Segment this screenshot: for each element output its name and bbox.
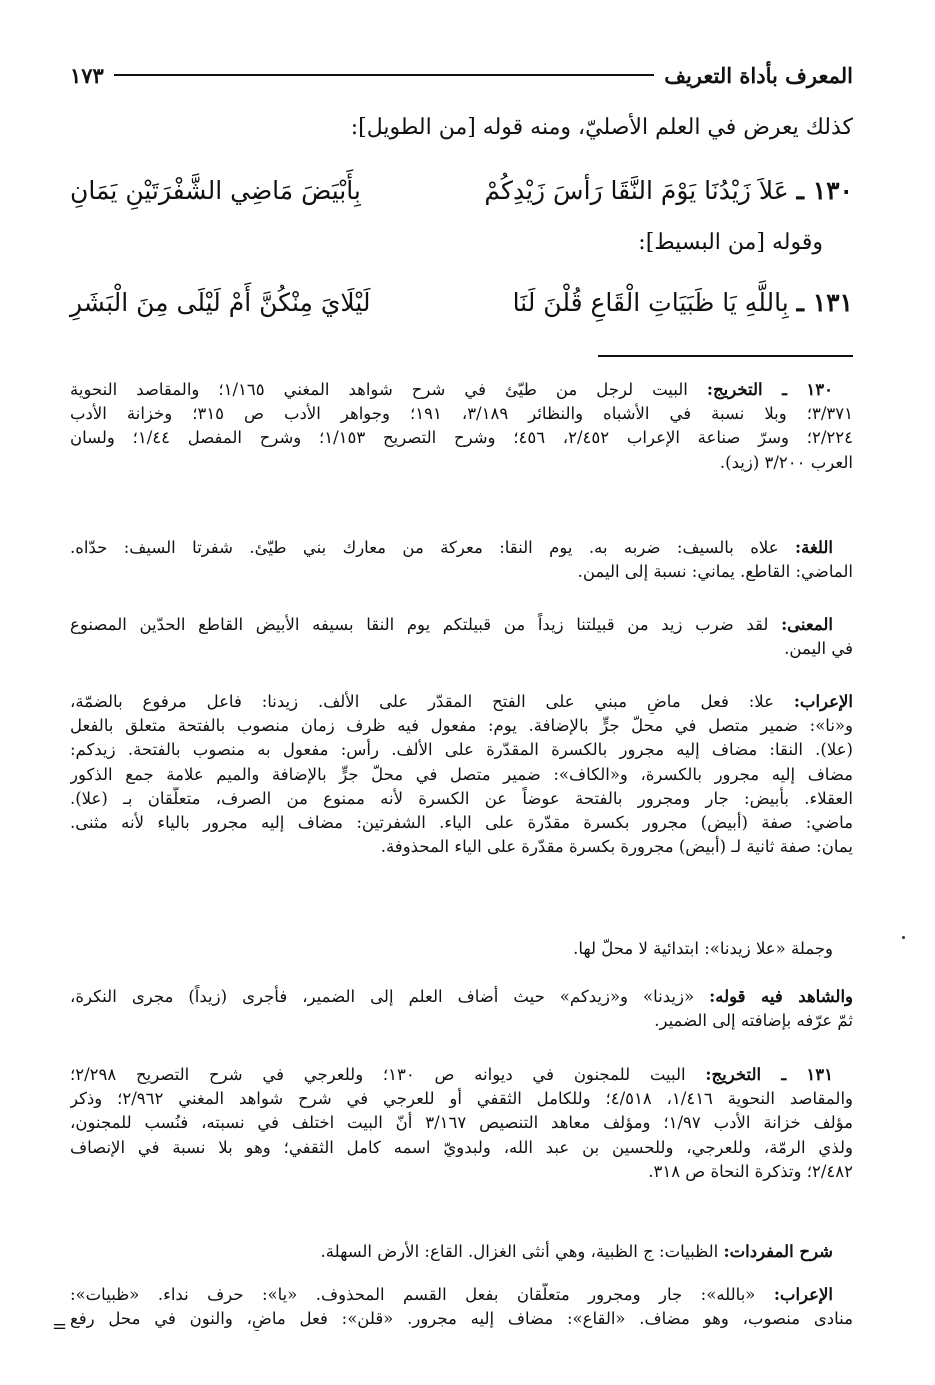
footnote-line: يمان: صفة ثانية لـ (أبيض) مجرورة بكسرة مقدّرة على الياء المحذوفة. <box>380 837 853 857</box>
footnote-label: الإعراب: <box>793 692 853 711</box>
footnote-label: شرح المفردات: <box>723 1242 833 1261</box>
verse-ajuz: لَيْلَايَ مِنْكُنَّ أَمْ لَيْلَى مِنَ الْبَشَرِ <box>70 287 371 317</box>
verse-130 <box>70 168 853 212</box>
verse-sadr: عَلاَ زَيْدُنَا يَوْمَ النَّقَا رَأسَ زَيْدِكُمْ <box>484 175 789 205</box>
footnote-text: الظبيات: ج الظبية، وهي أنثى الغزال. القاع: الأرض السهلة. <box>320 1242 719 1261</box>
footnote-takhrij-131 <box>70 1063 853 1184</box>
footnote-label: ١٣٠ ـ التخريج: <box>706 380 833 399</box>
footnote-line: الماضي: القاطع. يماني: نسبة إلى اليمن. <box>577 562 853 582</box>
footnote-line: العرب ٣/٢٠٠ (زيد). <box>719 452 853 472</box>
footnote-text: لقد ضرب زيد من قبيلتنا زيداً من قبيلتكم يوم النقا بسيفه الأبيض القاطع الحدّين المصنوع <box>70 615 769 634</box>
footnote-line: ماضي: صفة (أبيض) مجرور بكسرة مقدّرة على الياء. الشفرتين: مضاف إليه مجرور بالياء لأنه مثنى. <box>70 813 853 833</box>
footnote-text: علا: فعل ماضٍ مبني على الفتح المقدّر على الألف. زيدنا: فاعل مرفوع بالضمّة، <box>70 692 774 711</box>
verse-ajuz: بِأَبْيَضَ مَاضِي الشَّفْرَتَيْنِ يَمَانِ <box>70 175 361 205</box>
footnote-line: ٢/٤٨٢؛ وتذكرة النحاة ص ٣١٨. <box>648 1161 853 1181</box>
margin-dot <box>902 936 905 939</box>
footnote-jumla-130 <box>70 937 853 961</box>
verse-number: ١٣١ ـ <box>796 287 853 317</box>
footnote-label: والشاهد فيه قوله: <box>709 987 853 1006</box>
footnote-shahid-130 <box>70 985 853 1033</box>
footnote-line: وجملة «علا زيدنا»: ابتدائية لا محلّ لها. <box>573 939 833 958</box>
footnote-line: العقلاء. بأبيض: جار ومجرور بالفتحة عوضاً عن الكسرة لأنه ممنوع من الصرف، متعلّقان بـ (علا). <box>70 788 853 808</box>
footnote-lugha-130 <box>70 536 853 584</box>
footnote-line: مضاف إليه مجرور بالكسرة، و«الكاف»: ضمير متصل في محلّ جرٍّ بالإضافة والميم علامة جمع الذكور <box>70 764 853 784</box>
footnote-line <box>70 1283 853 1307</box>
header-rule <box>114 74 654 76</box>
footnote-line <box>70 378 853 402</box>
footnote-line: و«نا»: ضمير متصل في محلّ جرٍّ بالإضافة. يوم: مفعول فيه ظرف زمان منصوب بالفتحة متعلق بالفعل <box>70 716 853 736</box>
footnote-line <box>70 613 853 637</box>
footnote-irab-131 <box>70 1283 853 1331</box>
footnote-line: مؤلف خزانة الأدب ١/٩٧؛ ومؤلف معاهد التنصيص ٣/١٦٧ أنّ البيت اختلف في نسبته، فنُسب للمجنون، <box>70 1113 853 1133</box>
footnote-line <box>70 1240 853 1264</box>
footnote-line: ٣/٣٧١؛ وبلا نسبة في الأشباه والنظائر ٣/١٨٩، ١٩١؛ وجواهر الأدب ص ٣١٥؛ وخزانة الأدب <box>70 404 853 424</box>
footnote-label: المعنى: <box>781 615 833 634</box>
running-header <box>70 58 853 92</box>
footnote-mufradat-131 <box>70 1240 853 1264</box>
footnote-line: ٢/٢٢٤؛ وسرّ صناعة الإعراب ٢/٤٥٢، ٤٥٦؛ وشرح التصريح ١/١٥٣؛ وشرح المفصل ١/٤٤؛ ولسان <box>70 428 853 448</box>
footnote-label: اللغة: <box>795 538 833 557</box>
footnote-line <box>70 1063 853 1087</box>
footnote-line <box>70 536 853 560</box>
footnote-line: (علا). النقا: مضاف إليه مجرور بالكسرة المقدّرة على الألف. رأس: مفعول به منصوب بالفتحة. زيدكم: <box>70 740 853 760</box>
footnote-label: ١٣١ ـ التخريج: <box>705 1065 833 1084</box>
footnote-line: والمقاصد النحوية ١/٤١٦، ٤/٥١٨؛ وللكامل الثقفي أو للعرجي في شرح شواهد المغني ٢/٩٦٢؛ وذكر <box>70 1089 853 1109</box>
footnote-label: الإعراب: <box>773 1285 833 1304</box>
intro-line: كذلك يعرض في العلم الأصليّ، ومنه قوله [من الطويل]: <box>350 115 853 140</box>
footnote-text: «بالله»: جار ومجرور متعلّقان بفعل القسم المحذوف. «يا»: حرف نداء. «ظبيات»: <box>70 1285 756 1304</box>
footnote-irab-130 <box>70 690 853 859</box>
footnote-text: «زيدنا» و«زيدكم» حيث أضاف العلم إلى الضمير، فأجرى (زيداً) مجرى النكرة، <box>70 987 695 1006</box>
continuation-mark: = <box>52 1316 68 1337</box>
footnote-takhrij-130 <box>70 378 853 475</box>
page-number: ١٧٣ <box>70 62 104 88</box>
footnote-line <box>70 690 853 714</box>
footnote-line: في اليمن. <box>784 639 853 659</box>
verse-number: ١٣٠ ـ <box>796 175 853 205</box>
footnote-line: ثمّ عرّفه بإضافته إلى الضمير. <box>654 1011 853 1031</box>
verse-131 <box>70 280 853 324</box>
footnote-separator <box>598 355 853 357</box>
footnote-line: منادى منصوب، وهو مضاف. «القاع»: مضاف إليه مجرور. «قلن»: فعل ماضٍ، والنون في محل رفع <box>70 1309 853 1329</box>
footnote-text: علاه بالسيف: ضربه به. يوم النقا: معركة من معارك بني طيّئ. شفرتا السيف: حدّاه. <box>70 538 779 557</box>
running-title: المعرف بأداة التعريف <box>664 62 853 88</box>
verse-sadr: بِاللَّهِ يَا ظَبَيَاتِ الْقَاعِ قُلْنَ لَنَا <box>512 287 789 317</box>
intro-line-2: وقوله [من البسيط]: <box>638 230 823 255</box>
footnote-text: البيت للمجنون في ديوانه ص ١٣٠؛ وللعرجي في شرح التصريح ٢/٢٩٨؛ <box>70 1065 686 1084</box>
footnote-text: البيت لرجل من طيّئ في شرح شواهد المغني ١/١٦٥؛ والمقاصد النحوية <box>70 380 688 399</box>
footnote-line <box>70 985 853 1009</box>
footnote-maana-130 <box>70 613 853 661</box>
footnote-line: ولذي الرمّة، وللعرجي، وللحسين بن عبد الله، ولبدويّ اسمه كامل الثقفي؛ وهو بلا نسبة في الإنصاف <box>70 1137 853 1157</box>
